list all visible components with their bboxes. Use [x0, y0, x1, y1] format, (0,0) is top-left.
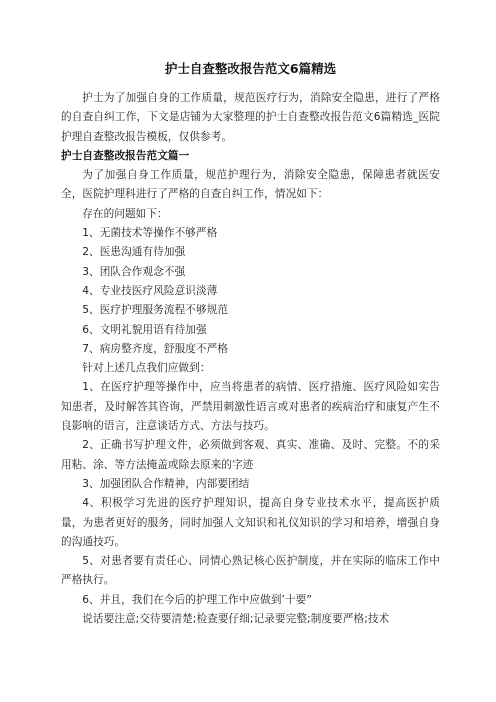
- section-heading: 护士自查整改报告范文篇一: [61, 149, 190, 162]
- list-item: 3、团队合作观念不强: [82, 265, 186, 278]
- list-item: 1、无菌技术等操作不够严格: [82, 227, 218, 240]
- measure-paragraph: 2、正确书写护理文件，必须做到客观、真实、准确、及时、完整。不的采用粘、涂、等方法掩盖或除去原来的字迹: [61, 439, 440, 471]
- list-item: 5、医疗护理服务流程不够规范: [82, 304, 229, 317]
- measure-paragraph: 5、对患者要有责任心、同情心熟记核心医护制度，并在实际的临床工作中严格执行。: [61, 555, 440, 587]
- measure-paragraph: 4、积极学习先进的医疗护理知识，提高自身专业技术水平，提高医护质量，为患者更好的服务，同时加强人文知识和礼仪知识的学习和培养，增强自身的沟通技巧。: [61, 497, 440, 548]
- list-item: 2、医患沟通有待加强: [82, 246, 186, 259]
- measure-paragraph: 6、并且，我们在今后的护理工作中应做到’十要”: [82, 593, 312, 606]
- paragraph: 为了加强自身工作质量，规范护理行为，消除安全隐患，保障患者就医安全，医院护理科进行了严格的自查自纠工作，情况如下：: [61, 169, 440, 201]
- document-title: 护士自查整改报告范文6篇精选: [164, 61, 337, 76]
- measures-label: 针对上述几点我们应做到：: [82, 362, 211, 375]
- list-item: 4、专业技医疗风险意识淡薄: [82, 284, 218, 297]
- problems-label: 存在的问题如下：: [82, 207, 168, 220]
- measure-paragraph: 3、加强团队合作精神，内部要团结: [82, 477, 250, 490]
- list-item: 6、文明礼貌用语有待加强: [82, 323, 207, 336]
- intro-paragraph: 护士为了加强自身的工作质量，规范医疗行为，消除安全隐患，进行了严格的自查自纠工作，下文是店铺为大家整理的护士自查整改报告范文6篇精选_医院护理自查整改报告模板，仅供参考。: [61, 92, 440, 143]
- measure-paragraph: 1、在医疗护理等操作中，应当将患者的病情、医疗措施、医疗风险如实告知患者，及时解答其咨询，严禁用刺激性语言或对患者的疾病治疗和康复产生不良影响的语言，注意谈话方式、方法与技巧。: [61, 381, 440, 433]
- list-item: 7、病房整齐度，舒服度不严格: [82, 342, 229, 355]
- paragraph-continued: 说话要注意;交待要清楚;检查要仔细;记录要完整;制度要严格;技术: [82, 613, 390, 626]
